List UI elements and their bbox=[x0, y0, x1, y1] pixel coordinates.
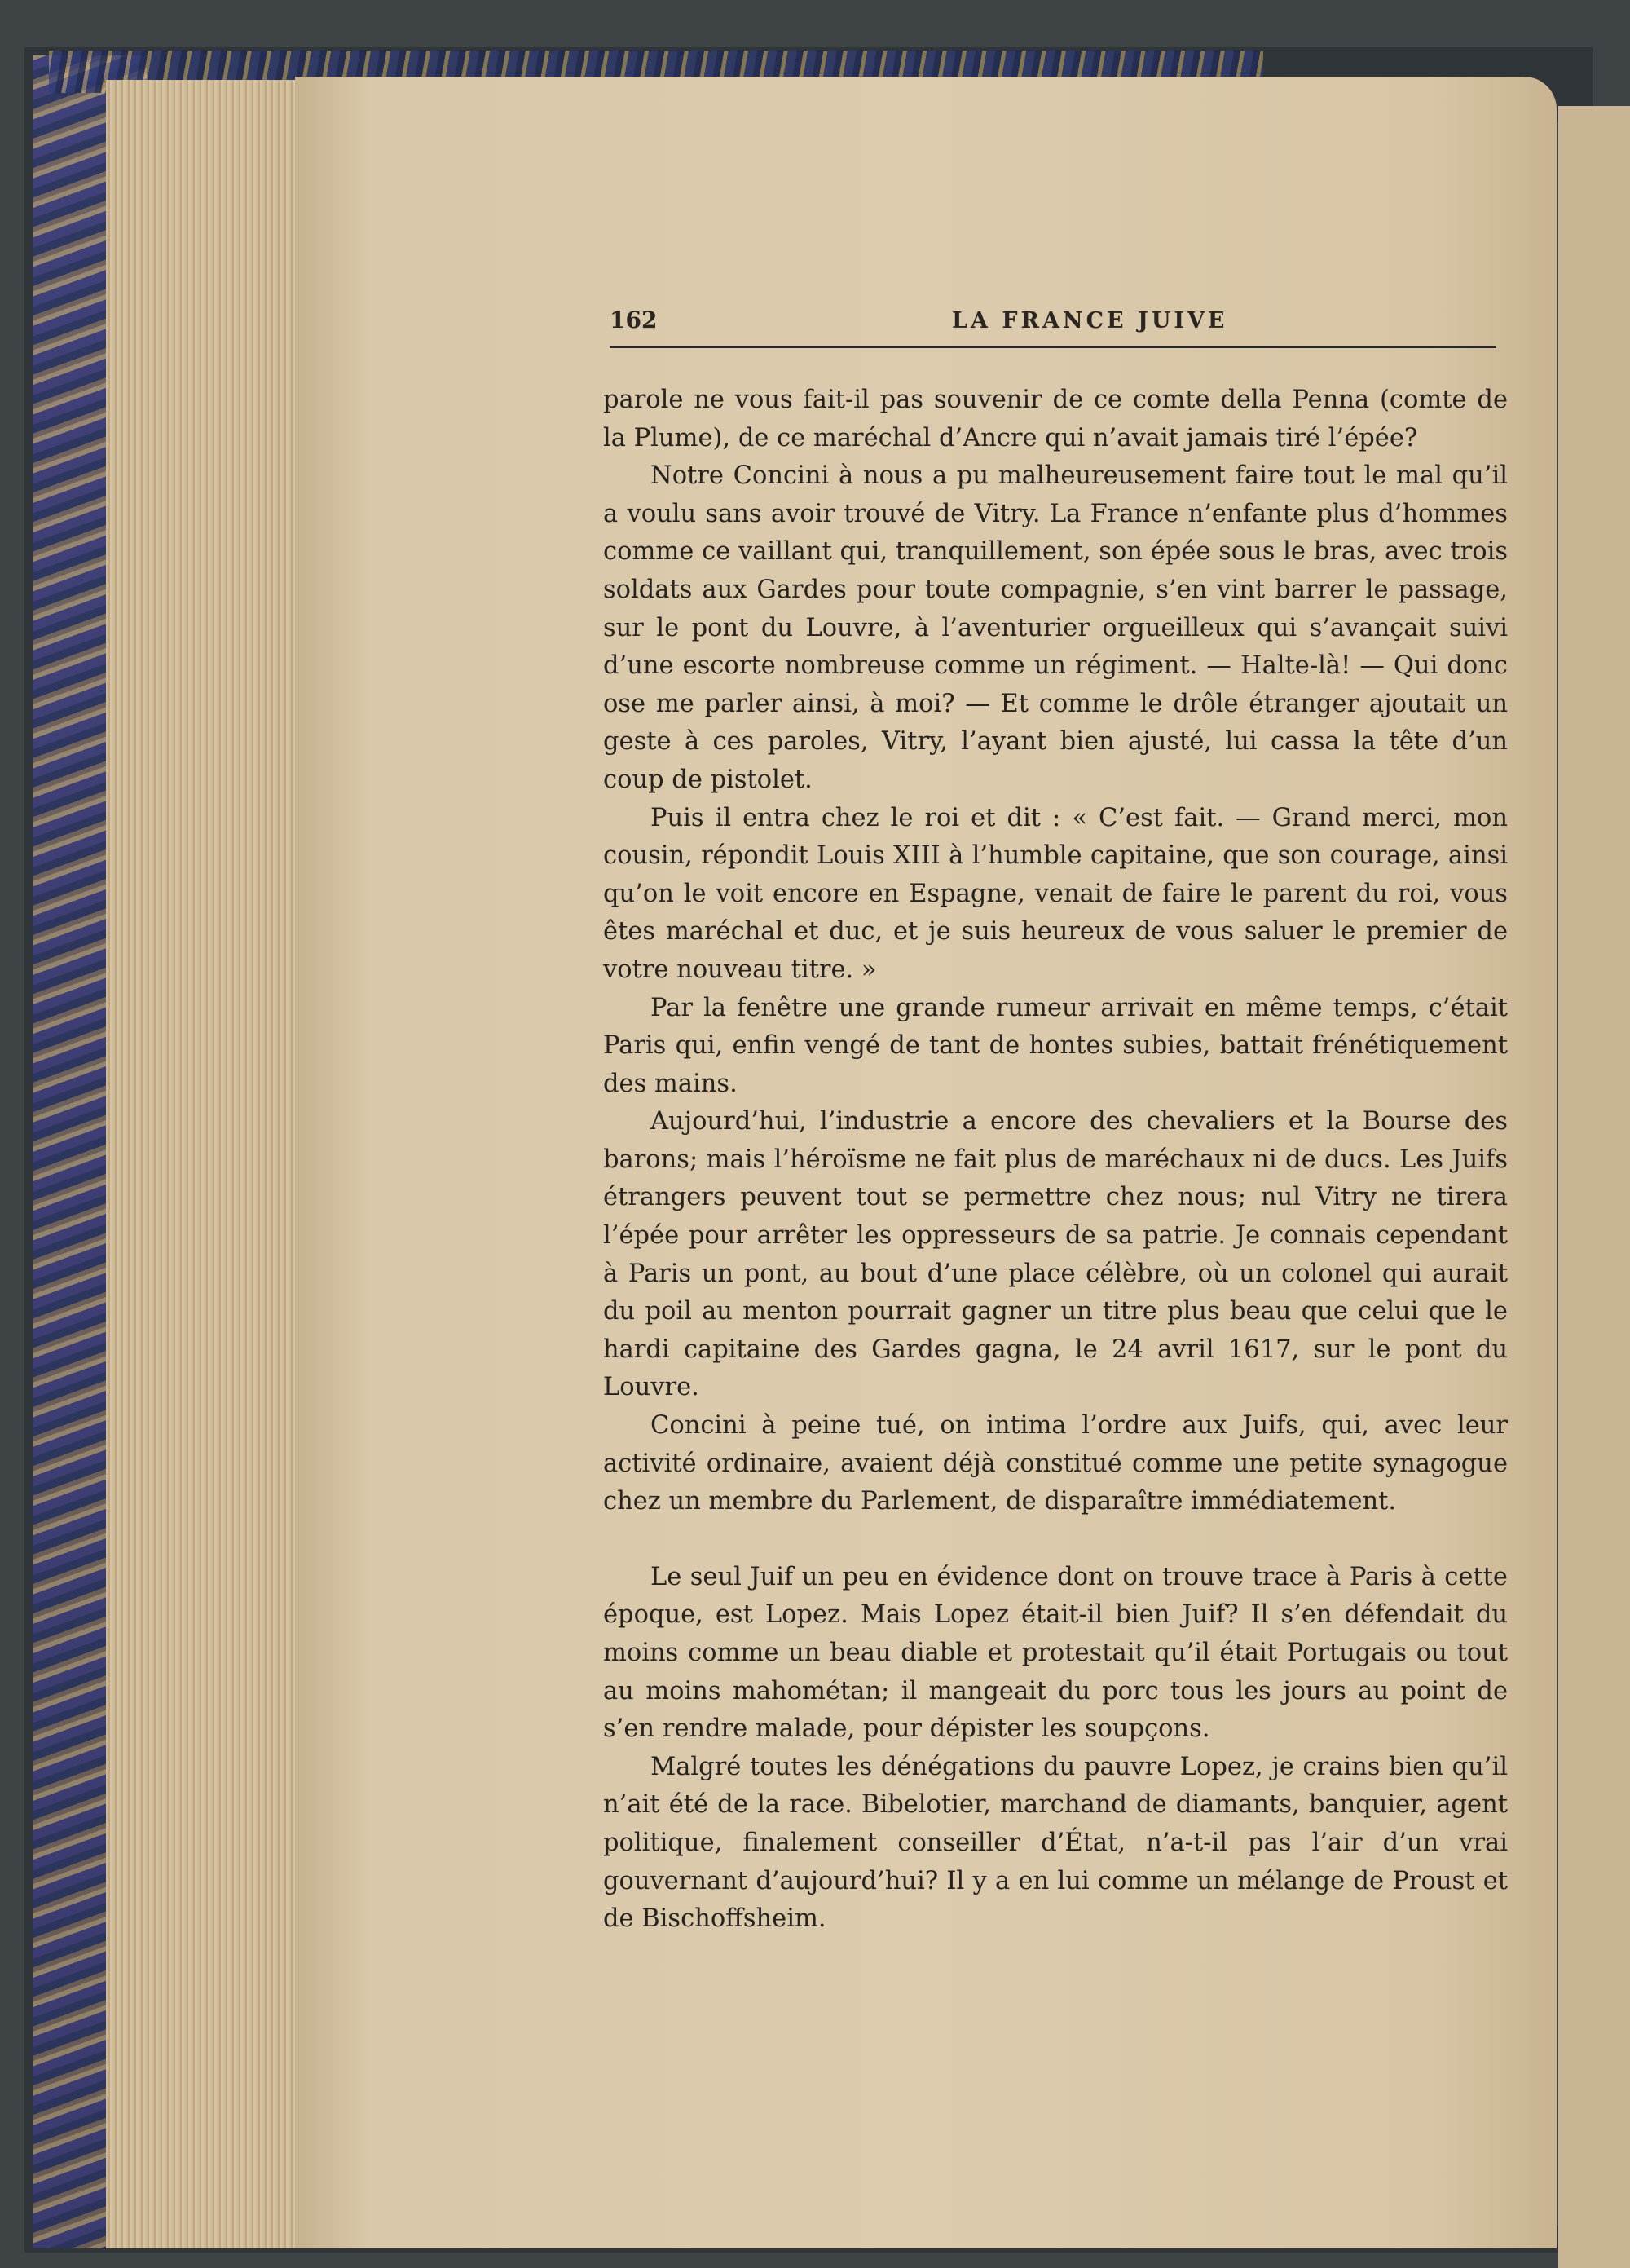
paragraph: Malgré toutes les dénégations du pauvre Lopez, je crains bien qu’il n’ait été de la race. Bibelotier, marchand de diamants, banquier, agent politique, finalement conseiller d’État, n’a-t-il pas l’air d’un vrai gouvernant d’aujourd’hui? Il y a en lui comme un mélange de Proust et de Bischoffsheim. bbox=[603, 1752, 1508, 1934]
paragraph: Puis il entra chez le roi et dit : « C’est fait. — Grand merci, mon cousin, répondit Louis XIII à l’humble capitaine, que son courage, ainsi qu’on le voit encore en Espagne, venait de faire le parent du roi, vous êtes maréchal et duc, et je suis heureux de vous saluer le premier de votre nouveau titre. » bbox=[603, 803, 1508, 984]
page-stack-edge bbox=[106, 80, 302, 2248]
page-header bbox=[610, 307, 1496, 348]
section-gap bbox=[603, 1521, 1508, 1559]
paragraph: Notre Concini à nous a pu malheureusement faire tout le mal qu’il a voulu sans avoir trouvé de Vitry. La France n’enfante plus d’hommes comme ce vaillant qui, tranquillement, son épée sous le bras, avec trois soldats aux Gardes pour toute compagnie, s’en vint barrer le passage, sur le pont du Louvre, à l’aventurier orgueilleux qui s’avançait suivi d’une escorte nombreuse comme un régiment. — Halte-là! — Qui donc ose me parler ainsi, à moi? — Et comme le drôle étranger ajoutait un geste à ces paroles, Vitry, l’ayant bien ajusté, lui cassa la tête d’un coup de pistolet. bbox=[603, 461, 1508, 794]
paragraph: Aujourd’hui, l’industrie a encore des chevaliers et la Bourse des barons; mais l’héroïsme ne fait plus de maréchaux ni de ducs. Les Juifs étrangers peuvent tout se permettre chez nous; nul Vitry ne tirera l’épée pour arrêter les oppresseurs de sa patrie. Je connais cependant à Paris un pont, au bout d’une place célèbre, où un colonel qui aurait du poil au menton pourrait gagner un titre plus beau que celui que le hardi capitaine des Gardes gagna, le 24 avril 1617, sur le pont du Louvre. bbox=[603, 1107, 1508, 1402]
running-title: LA FRANCE JUIVE bbox=[952, 308, 1228, 333]
paragraph: parole ne vous fait-il pas souvenir de ce comte della Penna (comte de la Plume), de ce maréchal d’Ancre qui n’avait jamais tiré l’épée? bbox=[603, 386, 1508, 452]
page-number: 162 bbox=[610, 307, 658, 333]
paragraph: Par la fenêtre une grande rumeur arrivait en même temps, c’était Paris qui, enfin vengé de tant de hontes subies, battait frénétiquement des mains. bbox=[603, 993, 1508, 1098]
paragraph: Concini à peine tué, on intima l’ordre aux Juifs, qui, avec leur activité ordinaire, avaient déjà constitué comme une petite synagogue chez un membre du Parlement, de disparaître immédiatement. bbox=[603, 1411, 1508, 1516]
facing-page-edge bbox=[1558, 106, 1630, 2268]
paragraph: Le seul Juif un peu en évidence dont on trouve trace à Paris à cette époque, est Lopez. Mais Lopez était-il bien Juif? Il s’en défendait du moins comme un beau diable et protestait qu’il était Portugais ou tout au moins mahométan; il mangeait du porc tous les jours au point de s’en rendre malade, pour dépister les soupçons. bbox=[603, 1562, 1508, 1744]
page-body bbox=[603, 382, 1508, 1939]
